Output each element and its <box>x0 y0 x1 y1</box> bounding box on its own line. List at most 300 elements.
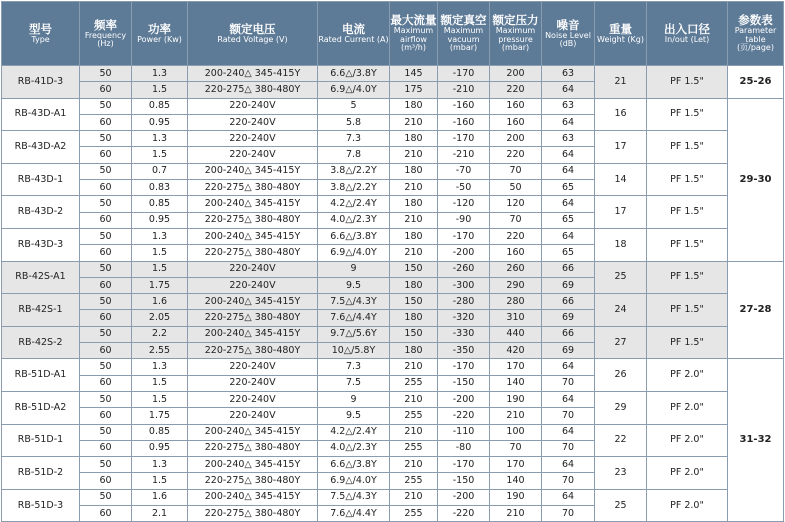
airflow-cell: 180 <box>390 310 438 326</box>
pressure-cell: 50 <box>490 180 542 196</box>
pressure-cell: 210 <box>490 506 542 522</box>
power-cell: 1.3 <box>132 66 188 82</box>
airflow-cell: 210 <box>390 212 438 228</box>
header-weight-cn: 重量 <box>609 21 632 36</box>
pressure-cell: 160 <box>490 114 542 130</box>
voltage-cell: 220-240V <box>188 359 318 375</box>
vacuum-cell: -120 <box>438 196 490 212</box>
pressure-cell: 220 <box>490 147 542 163</box>
pressure-cell: 70 <box>490 163 542 179</box>
pressure-cell: 290 <box>490 277 542 293</box>
weight-cell: 17 <box>595 131 647 164</box>
power-cell: 1.3 <box>132 457 188 473</box>
noise-cell: 64 <box>542 147 595 163</box>
pressure-cell: 220 <box>490 82 542 98</box>
header-max-vacuum <box>438 2 490 66</box>
pressure-cell: 160 <box>490 98 542 114</box>
vacuum-cell: -210 <box>438 147 490 163</box>
frequency-cell: 50 <box>80 489 132 505</box>
table-row <box>2 163 784 179</box>
current-cell: 7.5 <box>318 375 390 391</box>
frequency-cell: 50 <box>80 261 132 277</box>
voltage-cell: 220-240V <box>188 391 318 407</box>
pressure-cell: 160 <box>490 245 542 261</box>
model-type-cell: RB-43D-2 <box>2 196 80 229</box>
page-ref-cell: 27-28 <box>728 261 784 359</box>
noise-cell: 66 <box>542 294 595 310</box>
frequency-cell: 60 <box>80 245 132 261</box>
voltage-cell: 220-275△ 380-480Y <box>188 212 318 228</box>
current-cell: 4.2△/2.4Y <box>318 196 390 212</box>
weight-cell: 29 <box>595 391 647 424</box>
header-noise-level-cn: 噪音 <box>556 17 580 32</box>
weight-cell: 21 <box>595 66 647 99</box>
header-max-airflow <box>390 2 438 66</box>
voltage-cell: 220-275△ 380-480Y <box>188 440 318 456</box>
current-cell: 4.0△/2.3Y <box>318 212 390 228</box>
voltage-cell: 200-240△ 345-415Y <box>188 457 318 473</box>
power-cell: 1.75 <box>132 277 188 293</box>
voltage-cell: 220-275△ 380-480Y <box>188 82 318 98</box>
noise-cell: 64 <box>542 163 595 179</box>
frequency-cell: 60 <box>80 473 132 489</box>
header-power-cn: 功率 <box>148 21 171 36</box>
airflow-cell: 210 <box>390 457 438 473</box>
voltage-cell: 200-240△ 345-415Y <box>188 228 318 244</box>
header-max-airflow-cn: 最大流量 <box>390 13 437 28</box>
noise-cell: 64 <box>542 228 595 244</box>
frequency-cell: 60 <box>80 440 132 456</box>
vacuum-cell: -160 <box>438 114 490 130</box>
noise-cell: 63 <box>542 98 595 114</box>
page-ref-cell: 25-26 <box>728 66 784 99</box>
voltage-cell: 220-240V <box>188 147 318 163</box>
frequency-cell: 60 <box>80 277 132 293</box>
header-rated-voltage-en: Rated Voltage (V) <box>217 34 288 44</box>
table-row <box>2 196 784 212</box>
frequency-cell: 60 <box>80 506 132 522</box>
table-row <box>2 228 784 244</box>
frequency-cell: 60 <box>80 114 132 130</box>
table-row <box>2 326 784 342</box>
voltage-cell: 200-240△ 345-415Y <box>188 196 318 212</box>
page-ref-cell: 31-32 <box>728 359 784 522</box>
power-cell: 0.85 <box>132 98 188 114</box>
model-type-cell: RB-41D-3 <box>2 66 80 99</box>
weight-cell: 22 <box>595 424 647 457</box>
airflow-cell: 210 <box>390 147 438 163</box>
header-parameter-table-en: Parameter table (页/page) <box>734 26 777 53</box>
model-type-cell: RB-51D-A2 <box>2 391 80 424</box>
model-type-cell: RB-42S-1 <box>2 294 80 327</box>
current-cell: 7.3 <box>318 131 390 147</box>
vacuum-cell: -170 <box>438 457 490 473</box>
airflow-cell: 150 <box>390 294 438 310</box>
port-size-cell: PF 1.5" <box>647 66 728 99</box>
noise-cell: 63 <box>542 131 595 147</box>
header-power-en: Power (Kw) <box>137 34 182 44</box>
airflow-cell: 180 <box>390 196 438 212</box>
noise-cell: 69 <box>542 277 595 293</box>
header-rated-current-cn: 电流 <box>342 21 365 36</box>
voltage-cell: 220-240V <box>188 408 318 424</box>
airflow-cell: 255 <box>390 375 438 391</box>
pressure-cell: 70 <box>490 440 542 456</box>
current-cell: 9 <box>318 391 390 407</box>
voltage-cell: 220-240V <box>188 98 318 114</box>
power-cell: 1.6 <box>132 489 188 505</box>
noise-cell: 64 <box>542 457 595 473</box>
airflow-cell: 255 <box>390 440 438 456</box>
pressure-cell: 200 <box>490 66 542 82</box>
model-type-cell: RB-42S-2 <box>2 326 80 359</box>
port-size-cell: PF 2.0" <box>647 391 728 424</box>
header-parameter-table <box>728 2 784 66</box>
vacuum-cell: -280 <box>438 294 490 310</box>
header-type-en: Type <box>31 34 50 44</box>
noise-cell: 69 <box>542 343 595 359</box>
noise-cell: 70 <box>542 506 595 522</box>
vacuum-cell: -50 <box>438 180 490 196</box>
current-cell: 9.5 <box>318 277 390 293</box>
port-size-cell: PF 1.5" <box>647 196 728 229</box>
vacuum-cell: -80 <box>438 440 490 456</box>
power-cell: 0.95 <box>132 114 188 130</box>
vacuum-cell: -220 <box>438 506 490 522</box>
power-cell: 2.1 <box>132 506 188 522</box>
current-cell: 6.6△/3.8Y <box>318 66 390 82</box>
vacuum-cell: -160 <box>438 98 490 114</box>
vacuum-cell: -350 <box>438 343 490 359</box>
pressure-cell: 140 <box>490 375 542 391</box>
header-max-pressure-en: Maximum pressure (mbar) <box>495 26 536 53</box>
frequency-cell: 60 <box>80 310 132 326</box>
model-type-cell: RB-42S-A1 <box>2 261 80 294</box>
noise-cell: 70 <box>542 375 595 391</box>
model-type-cell: RB-51D-1 <box>2 424 80 457</box>
airflow-cell: 150 <box>390 326 438 342</box>
vacuum-cell: -200 <box>438 391 490 407</box>
model-type-cell: RB-43D-1 <box>2 163 80 196</box>
pressure-cell: 190 <box>490 489 542 505</box>
pressure-cell: 420 <box>490 343 542 359</box>
header-rated-voltage <box>188 2 318 66</box>
current-cell: 7.8 <box>318 147 390 163</box>
vacuum-cell: -70 <box>438 163 490 179</box>
noise-cell: 66 <box>542 261 595 277</box>
table-row <box>2 391 784 407</box>
power-cell: 1.5 <box>132 147 188 163</box>
current-cell: 6.9△/4.0Y <box>318 245 390 261</box>
port-size-cell: PF 1.5" <box>647 98 728 131</box>
airflow-cell: 180 <box>390 131 438 147</box>
current-cell: 4.0△/2.3Y <box>318 440 390 456</box>
pressure-cell: 190 <box>490 391 542 407</box>
noise-cell: 64 <box>542 424 595 440</box>
header-in-out-en: In/out (Let) <box>664 34 710 44</box>
header-rated-current <box>318 2 390 66</box>
power-cell: 1.3 <box>132 131 188 147</box>
pressure-cell: 100 <box>490 424 542 440</box>
pressure-cell: 220 <box>490 228 542 244</box>
pressure-cell: 140 <box>490 473 542 489</box>
airflow-cell: 180 <box>390 98 438 114</box>
port-size-cell: PF 1.5" <box>647 261 728 294</box>
current-cell: 7.6△/4.4Y <box>318 506 390 522</box>
table-row <box>2 457 784 473</box>
vacuum-cell: -170 <box>438 66 490 82</box>
port-size-cell: PF 2.0" <box>647 457 728 490</box>
voltage-cell: 220-240V <box>188 261 318 277</box>
airflow-cell: 210 <box>390 114 438 130</box>
header-frequency-cn: 频率 <box>94 17 117 32</box>
airflow-cell: 255 <box>390 473 438 489</box>
header-noise-level-en: Noise Level (dB) <box>545 30 591 49</box>
pressure-cell: 170 <box>490 457 542 473</box>
airflow-cell: 255 <box>390 506 438 522</box>
noise-cell: 64 <box>542 391 595 407</box>
power-cell: 1.5 <box>132 245 188 261</box>
frequency-cell: 60 <box>80 343 132 359</box>
model-type-cell: RB-43D-A1 <box>2 98 80 131</box>
vacuum-cell: -260 <box>438 261 490 277</box>
noise-cell: 70 <box>542 408 595 424</box>
frequency-cell: 50 <box>80 359 132 375</box>
model-type-cell: RB-51D-A1 <box>2 359 80 392</box>
pressure-cell: 120 <box>490 196 542 212</box>
weight-cell: 18 <box>595 228 647 261</box>
airflow-cell: 180 <box>390 163 438 179</box>
current-cell: 7.3 <box>318 359 390 375</box>
weight-cell: 27 <box>595 326 647 359</box>
current-cell: 7.6△/4.4Y <box>318 310 390 326</box>
frequency-cell: 50 <box>80 66 132 82</box>
model-type-cell: RB-43D-3 <box>2 228 80 261</box>
current-cell: 9.5 <box>318 408 390 424</box>
header-max-pressure-cn: 额定压力 <box>492 13 539 28</box>
voltage-cell: 220-275△ 380-480Y <box>188 245 318 261</box>
airflow-cell: 180 <box>390 277 438 293</box>
weight-cell: 24 <box>595 294 647 327</box>
voltage-cell: 200-240△ 345-415Y <box>188 424 318 440</box>
power-cell: 0.85 <box>132 424 188 440</box>
frequency-cell: 60 <box>80 212 132 228</box>
airflow-cell: 210 <box>390 489 438 505</box>
power-cell: 0.95 <box>132 440 188 456</box>
noise-cell: 66 <box>542 326 595 342</box>
weight-cell: 23 <box>595 457 647 490</box>
header-frequency-en: Frequency (Hz) <box>84 30 127 49</box>
port-size-cell: PF 1.5" <box>647 131 728 164</box>
header-frequency <box>80 2 132 66</box>
vacuum-cell: -170 <box>438 228 490 244</box>
current-cell: 3.8△/2.2Y <box>318 180 390 196</box>
header-max-pressure <box>490 2 542 66</box>
airflow-cell: 150 <box>390 261 438 277</box>
current-cell: 6.9△/4.0Y <box>318 82 390 98</box>
header-in-out-cn: 出入口径 <box>664 21 710 36</box>
vacuum-cell: -210 <box>438 82 490 98</box>
frequency-cell: 60 <box>80 180 132 196</box>
pressure-cell: 170 <box>490 359 542 375</box>
airflow-cell: 210 <box>390 424 438 440</box>
airflow-cell: 180 <box>390 343 438 359</box>
airflow-cell: 255 <box>390 408 438 424</box>
current-cell: 6.9△/4.0Y <box>318 473 390 489</box>
current-cell: 9.7△/5.6Y <box>318 326 390 342</box>
table-row <box>2 261 784 277</box>
model-type-cell: RB-43D-A2 <box>2 131 80 164</box>
weight-cell: 25 <box>595 489 647 522</box>
power-cell: 1.5 <box>132 261 188 277</box>
vacuum-cell: -320 <box>438 310 490 326</box>
port-size-cell: PF 1.5" <box>647 294 728 327</box>
vacuum-cell: -200 <box>438 245 490 261</box>
noise-cell: 64 <box>542 359 595 375</box>
noise-cell: 64 <box>542 82 595 98</box>
current-cell: 4.2△/2.4Y <box>318 424 390 440</box>
header-max-airflow-en: Maximum airflow (m³/h) <box>393 26 434 53</box>
noise-cell: 64 <box>542 114 595 130</box>
port-size-cell: PF 1.5" <box>647 163 728 196</box>
model-type-cell: RB-51D-3 <box>2 489 80 522</box>
frequency-cell: 50 <box>80 326 132 342</box>
noise-cell: 65 <box>542 245 595 261</box>
header-power <box>132 2 188 66</box>
noise-cell: 64 <box>542 196 595 212</box>
power-cell: 1.75 <box>132 408 188 424</box>
vacuum-cell: -150 <box>438 473 490 489</box>
weight-cell: 26 <box>595 359 647 392</box>
header-rated-current-en: Rated Current (A) <box>318 34 389 44</box>
airflow-cell: 210 <box>390 391 438 407</box>
table-row <box>2 66 784 82</box>
spec-table <box>1 1 784 522</box>
pressure-cell: 440 <box>490 326 542 342</box>
noise-cell: 63 <box>542 66 595 82</box>
header-rated-voltage-cn: 额定电压 <box>229 21 276 36</box>
header-parameter-table-cn: 参数表 <box>738 13 773 28</box>
pressure-cell: 280 <box>490 294 542 310</box>
noise-cell: 64 <box>542 489 595 505</box>
airflow-cell: 175 <box>390 82 438 98</box>
weight-cell: 14 <box>595 163 647 196</box>
pressure-cell: 310 <box>490 310 542 326</box>
model-type-cell: RB-51D-2 <box>2 457 80 490</box>
table-row <box>2 359 784 375</box>
vacuum-cell: -110 <box>438 424 490 440</box>
current-cell: 5.8 <box>318 114 390 130</box>
weight-cell: 25 <box>595 261 647 294</box>
weight-cell: 17 <box>595 196 647 229</box>
header-noise-level <box>542 2 595 66</box>
power-cell: 1.5 <box>132 473 188 489</box>
header-max-vacuum-cn: 额定真空 <box>440 13 487 28</box>
vacuum-cell: -330 <box>438 326 490 342</box>
current-cell: 7.5△/4.3Y <box>318 294 390 310</box>
frequency-cell: 50 <box>80 424 132 440</box>
noise-cell: 70 <box>542 440 595 456</box>
vacuum-cell: -90 <box>438 212 490 228</box>
airflow-cell: 180 <box>390 228 438 244</box>
header-weight-en: Weight (Kg) <box>597 34 644 44</box>
voltage-cell: 200-240△ 345-415Y <box>188 294 318 310</box>
voltage-cell: 200-240△ 345-415Y <box>188 489 318 505</box>
power-cell: 0.7 <box>132 163 188 179</box>
voltage-cell: 220-275△ 380-480Y <box>188 506 318 522</box>
table-row <box>2 424 784 440</box>
power-cell: 2.05 <box>132 310 188 326</box>
frequency-cell: 50 <box>80 457 132 473</box>
voltage-cell: 220-275△ 380-480Y <box>188 310 318 326</box>
frequency-cell: 60 <box>80 408 132 424</box>
power-cell: 1.5 <box>132 375 188 391</box>
power-cell: 2.55 <box>132 343 188 359</box>
voltage-cell: 200-240△ 345-415Y <box>188 326 318 342</box>
header-type-cn: 型号 <box>29 21 52 36</box>
table-row <box>2 98 784 114</box>
frequency-cell: 60 <box>80 375 132 391</box>
voltage-cell: 220-240V <box>188 375 318 391</box>
current-cell: 9 <box>318 261 390 277</box>
table-body <box>2 66 784 522</box>
pressure-cell: 210 <box>490 408 542 424</box>
table-row <box>2 131 784 147</box>
current-cell: 6.6△/3.8Y <box>318 457 390 473</box>
pressure-cell: 260 <box>490 261 542 277</box>
header-max-vacuum-en: Maximum vacuum (mbar) <box>443 26 484 53</box>
voltage-cell: 220-275△ 380-480Y <box>188 473 318 489</box>
noise-cell: 65 <box>542 212 595 228</box>
vacuum-cell: -170 <box>438 131 490 147</box>
header-weight <box>595 2 647 66</box>
table-row <box>2 489 784 505</box>
port-size-cell: PF 2.0" <box>647 359 728 392</box>
pressure-cell: 70 <box>490 212 542 228</box>
noise-cell: 65 <box>542 180 595 196</box>
port-size-cell: PF 1.5" <box>647 228 728 261</box>
port-size-cell: PF 1.5" <box>647 326 728 359</box>
voltage-cell: 220-275△ 380-480Y <box>188 343 318 359</box>
port-size-cell: PF 2.0" <box>647 489 728 522</box>
frequency-cell: 50 <box>80 228 132 244</box>
vacuum-cell: -220 <box>438 408 490 424</box>
power-cell: 0.83 <box>132 180 188 196</box>
vacuum-cell: -300 <box>438 277 490 293</box>
current-cell: 10△/5.8Y <box>318 343 390 359</box>
current-cell: 3.8△/2.2Y <box>318 163 390 179</box>
header-type <box>2 2 80 66</box>
current-cell: 7.5△/4.3Y <box>318 489 390 505</box>
frequency-cell: 50 <box>80 294 132 310</box>
airflow-cell: 210 <box>390 180 438 196</box>
voltage-cell: 220-240V <box>188 277 318 293</box>
current-cell: 6.6△/3.8Y <box>318 228 390 244</box>
frequency-cell: 50 <box>80 131 132 147</box>
voltage-cell: 220-240V <box>188 114 318 130</box>
airflow-cell: 210 <box>390 245 438 261</box>
power-cell: 1.3 <box>132 228 188 244</box>
power-cell: 1.5 <box>132 391 188 407</box>
vacuum-cell: -200 <box>438 489 490 505</box>
frequency-cell: 50 <box>80 163 132 179</box>
weight-cell: 16 <box>595 98 647 131</box>
noise-cell: 69 <box>542 310 595 326</box>
power-cell: 1.5 <box>132 82 188 98</box>
frequency-cell: 50 <box>80 196 132 212</box>
frequency-cell: 60 <box>80 82 132 98</box>
airflow-cell: 210 <box>390 359 438 375</box>
